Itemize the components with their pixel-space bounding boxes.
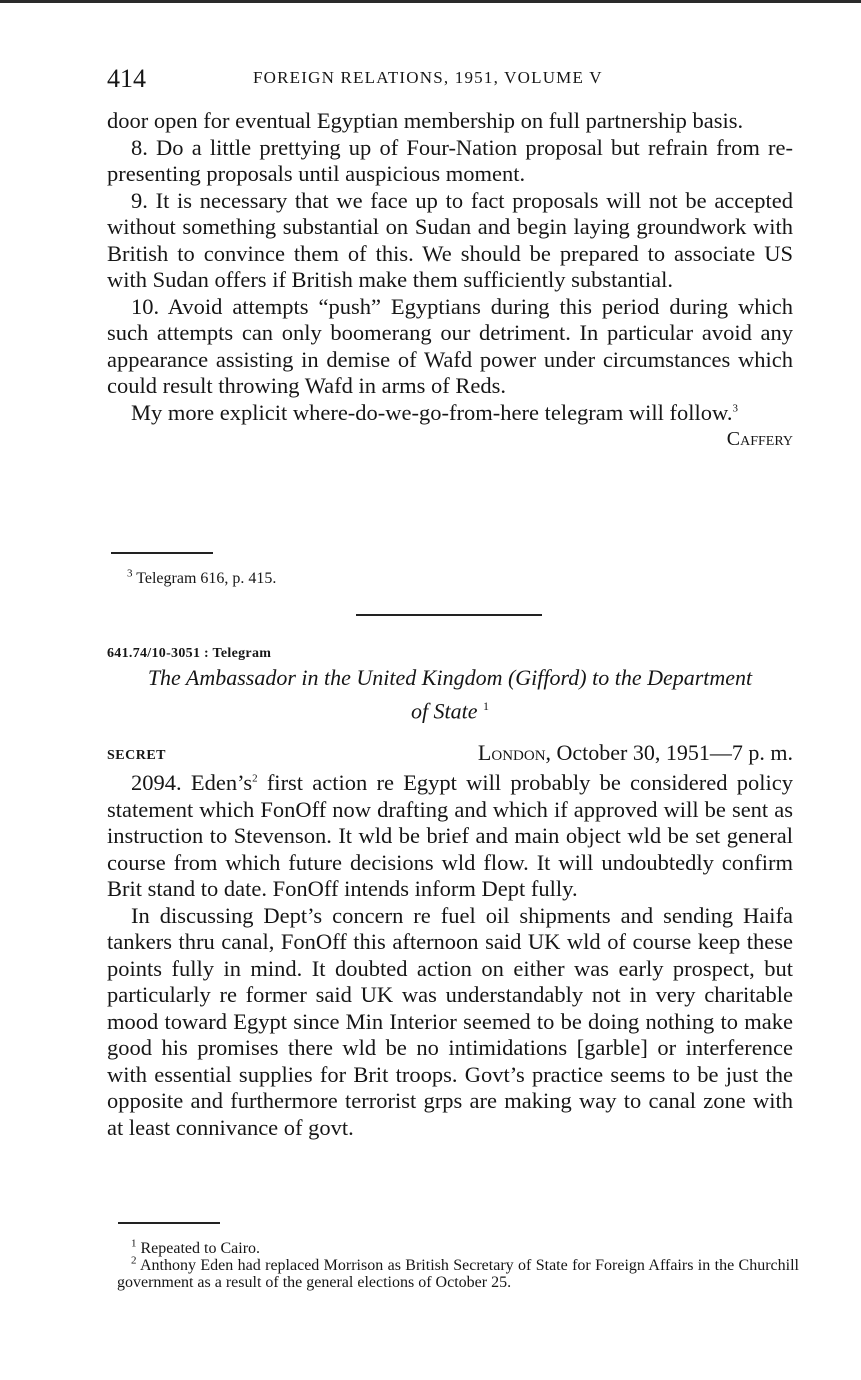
footnote-2-text: Anthony Eden had replaced Morrison as British Secretary of State for Foreign Affairs in the Churchill government as a result of the general elections of October 25. bbox=[117, 1257, 799, 1291]
dateline-date: , October 30, 1951—7 p. m. bbox=[545, 740, 793, 765]
paragraph-continued: door open for eventual Egyptian membership on full partnership basis. bbox=[107, 108, 744, 133]
paragraph-8: 8. Do a little prettying up of Four-Nation proposal but refrain from re-presenting proposals until auspicious moment. bbox=[107, 134, 793, 186]
signature: Caffery bbox=[726, 428, 793, 450]
footnote-3-number: 3 bbox=[127, 567, 133, 580]
paragraph-discussion: In discussing Dept’s concern re fuel oil shipments and sending Haifa tankers thru canal, FonOff this afternoon said UK wld of course keep these points fully in mind. It doubted action on either was early prospect, but particularly re former said UK was understandably not in very charitable mood toward Egypt since Min Interior seemed to be doing nothing to make good his promises there wld be no intimidations [garble] or interference with essential supplies for Brit troops. Govt’s practice seems to be just the opposite and furthermore terrorist grps are making way to canal zone with at least connivance of govt. bbox=[107, 902, 793, 1140]
footnote-1-number: 1 bbox=[131, 1237, 137, 1250]
footnote-1 bbox=[117, 1237, 799, 1257]
paragraph-2094-rest: first action re Egypt will probably be considered policy statement which FonOff now drafting and which if approved will be sent as instruction to Stevenson. It wld be brief and main object wld be set general course from which future decisions wld flow. It will undoubtedly confirm Brit stand to date. FonOff intends inform Dept fully. bbox=[107, 770, 793, 901]
classification-label: SECRET bbox=[107, 748, 167, 763]
paragraph-9: 9. It is necessary that we face up to fact proposals will not be accepted without something substantial on Sudan and begin laying groundwork with British to convince them of this. We should be prepared to associate US with Sudan offers if British make them sufficiently substantial. bbox=[107, 187, 793, 292]
document-title bbox=[107, 664, 793, 725]
title-line-1: The Ambassador in the United Kingdom (Gifford) to the Department bbox=[147, 665, 753, 690]
page-header bbox=[107, 64, 793, 98]
dateline bbox=[478, 740, 793, 766]
paragraph-2094 bbox=[107, 770, 793, 903]
document-separator bbox=[356, 614, 542, 616]
paragraph-2094-start: 2094. Eden’s bbox=[131, 770, 253, 795]
footnote-3-text: Telegram 616, p. 415. bbox=[136, 570, 277, 587]
closing-text: My more explicit where-do-we-go-from-here telegram will follow. bbox=[131, 399, 733, 425]
document-2-body bbox=[107, 770, 793, 1141]
paragraph-closing bbox=[107, 400, 793, 427]
footnote-2 bbox=[117, 1254, 799, 1291]
running-head: FOREIGN RELATIONS, 1951, VOLUME V bbox=[253, 68, 603, 87]
footnote-rule bbox=[111, 552, 213, 554]
file-code: 641.74/10-3051 : Telegram bbox=[107, 646, 272, 661]
title-line-2-text: of State bbox=[410, 698, 478, 724]
document-1-body bbox=[107, 108, 793, 453]
paragraph-10: 10. Avoid attempts “push” Egyptians during this period during which such attempts can only boomerang our detriment. In particular avoid any appearance assisting in demise of Wafd power under circumstances which could result throwing Wafd in arms of Reds. bbox=[107, 293, 793, 398]
footnote-ref-3: 3 bbox=[732, 402, 738, 414]
footnote-rule-2 bbox=[118, 1222, 220, 1224]
page-number: 414 bbox=[107, 64, 146, 93]
title-line-2 bbox=[107, 692, 793, 725]
footnotes-block bbox=[117, 1237, 799, 1291]
top-border-line bbox=[0, 0, 861, 3]
footnote-2-number: 2 bbox=[131, 1254, 137, 1267]
footnote-3 bbox=[127, 567, 277, 587]
dateline-place: London bbox=[477, 740, 546, 765]
footnote-1-text: Repeated to Cairo. bbox=[140, 1240, 261, 1257]
footnote-ref-2: 2 bbox=[252, 772, 258, 785]
title-footnote-ref: 1 bbox=[483, 699, 490, 713]
